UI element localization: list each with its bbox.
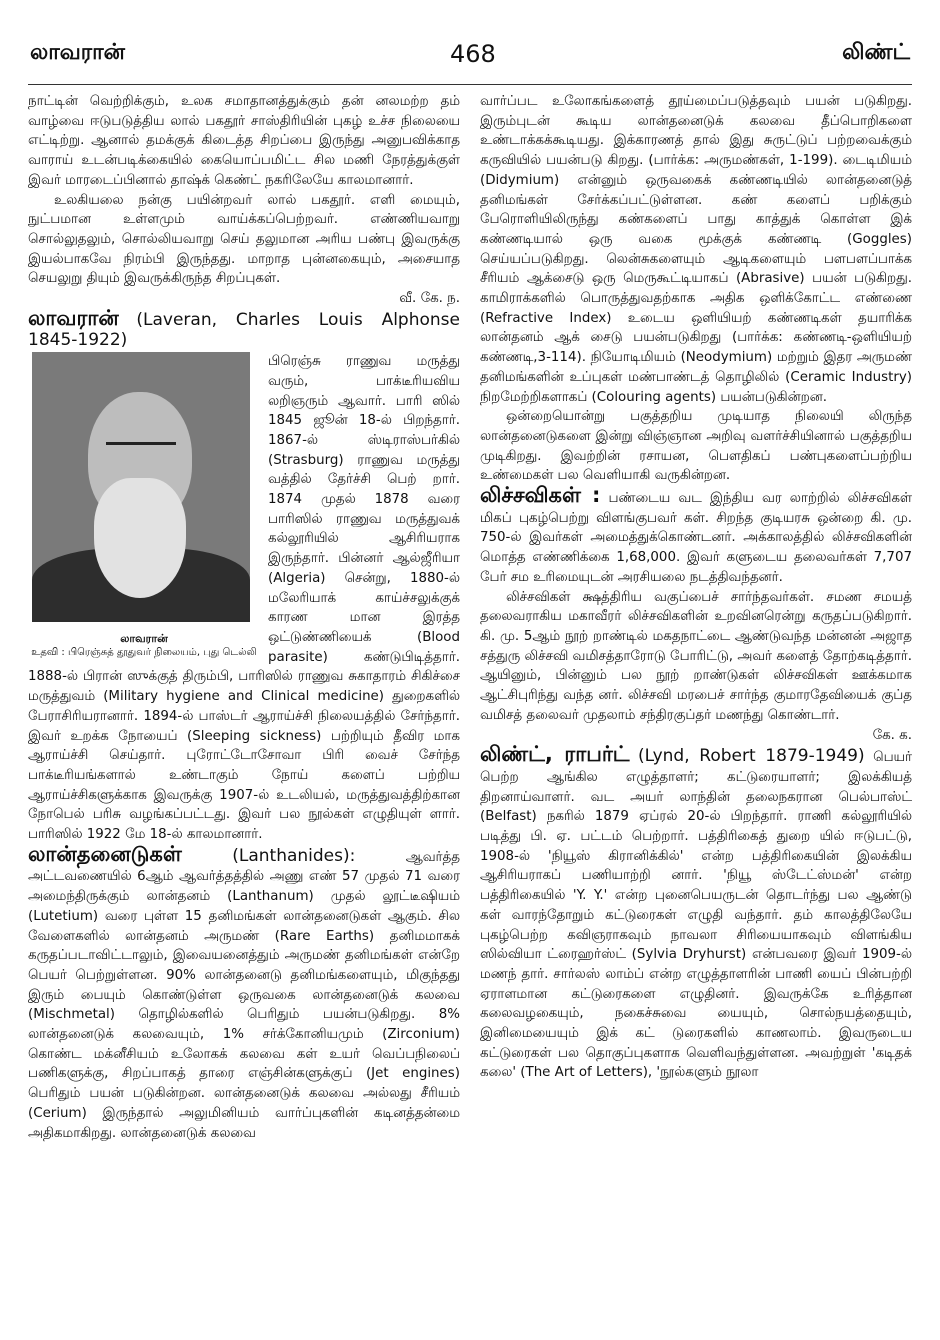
entry-title-licchavis: லிச்சவிகள் : (480, 483, 601, 508)
running-head-right: லிண்ட் (842, 40, 910, 65)
lanthanides-continued-1: வார்ப்பட உலோகங்களைத் தூய்மைப்படுத்தவும் பயன் படுகிறது. இரும்புடன் கூடிய லான்தனைடுக் கலவை தீப்பொறிகளை உண்டாக்கக்கூடியது. இக்காரணத் தால் இது சுருட்டுப் பற்றவைக்கும் கருவியில் பயன்படு கிறது. (பார்க்க: அருமண்கள், 1-199). டைடிமியம் (Didymium) என்னும் ஒருவகைக் கண்ணடியில் லான்தனைடுத் தனிமங்கள் சேர்க்கப்பட்டுள்ளன. கண் களைப் பறிக்கும் பேரொளியிலிருந்து கண்களைப் பாது காத்துக் கொள்ள இக் கண்ணடியால் ஒரு வகை மூக்குக் கண்ணடி (Goggles) செய்யப்படுகிறது. லென்சுகளையும் ஆடிகளையும் பளபளப்பாக்க சீரியம் ஆக்சைடு ஒரு மெருகூட்டியாகப் (Abrasive) பயன் படுகிறது. காமிராக்களில் பொருத்துவதற்காக அதிக ஒளிக்கோட்ட எண்ணை (Refractive Index) உடைய ஒளியியற் கண்ணடிகள் தயாரிக்க லான்தனம் ஆக் சைடு பயன்படுகிறது (பார்க்க: கண்ணடி-ஒளியியற் கண்ணடி,3-114). நியோடிமியம் (Neodymium) மற்றும் இதர அருமண் தனிமங்களின் உப்புகள் மண்பாண்டத் தொழிலில் (Ceramic Industry) நிறமேற்றிகளாகப் (Colouring agents) பயன்படுகின்றன. (480, 94, 912, 405)
laveran-figure (28, 352, 260, 660)
running-head-left: லாவரான் (30, 40, 126, 65)
entry-body-licchavis-1: பண்டைய வட இந்திய வர லாற்றில் லிச்சவிகள் மிகப் புகழ்பெற்று விளங்குபவர் கள். சிறந்த குடியரசு ஒன்றை கி. மு. 750-ல் இவர்கள் அமைத்துக்கொண்டனர். அக்காலத்தில் லிச்சவிகளின் மொத்த எண்ணிக்கை 1,68,000. இவர் களுடைய தலைவர்கள் 7,707 பேர் சம உரிமையுடன் அரசியலை நடத்திவந்தனர். (480, 491, 912, 585)
entry-title-lanthanides: லான்தனைடுகள் (28, 841, 182, 866)
photo-caption-title: லாவரான் (120, 632, 168, 646)
shastri-paragraph-2: உலகியலை நன்கு பயின்றவர் லால் பகதூர். எளி மையும், நுட்பமான உள்ளமும் வாய்க்கப்பெற்றவர். எண்ணியவாறு சொல்லுதலும், சொல்லியவாறு செய் தலுமான அரிய பண்பு இவருக்கு இயல்பாகவே நிரம்பி இருந்தது. மாறாத புன்னகையும், அசையாத செயலுறு தியும் இவருக்கிருந்த சிறப்புகள். (28, 192, 460, 287)
entry-body-laveran: பிரெஞ்சு ராணுவ மருத்து வரும், பாக்டீரியவிய லறிஞரும் ஆவார். பாரி ஸில் 1845 ஜூன் 18-ல் பிறந்தார். 1867-ல் ஸ்டிராஸ்பர்கில் (Strasburg) ராணுவ மருத்து வத்தில் தேர்ச்சி பெற் றார். 1874 முதல் 1878 வரை பாரிஸில் ராணுவ மருத்துவக் கல்லூரியில் ஆசிரியராக இருந்தார். பின்னர் ஆல்ஜீரியா (Algeria) சென்று, 1880-ல் மலேரியாக் காய்ச்சலுக்குக் காரண மான இரத்த ஒட்டுண்ணியைக் (Blood parasite) கண்டுபிடித்தார். 1888-ல் பிரான் ஸுக்குத் திரும்பி, பாரிஸில் ராணுவ சுகாதாரம் சிகிச்சை மருத்துவம் (Military hygiene and Clinical medicine) துறைகளில் பேராசிரியரானார். 1894-ல் பாஸ்டர் ஆராய்ச்சி நிலையத்தில் சேர்ந்தார். இவர் உறக்க நோயைப் (Sleeping sickness) பற்றியும் தீவிர மாக ஆராய்ச்சி செய்தார். புரோட்டோசோவா பிரி வைச் சேர்ந்த பாக்டீரியங்களால் உண்டாகும் நோய் களைப் பற்றிய ஆராய்ச்சிகளுக்காக இவருக்கு 1907-ல் உடலியல், மருத்துவத்திற்கான நோபெல் பரிசு வழங்கப்பட்டது. இவர் பல நூல்கள் எழுதியுள் ளார். பாரிஸில் 1922 மே 18-ல் காலமானார். (28, 354, 460, 843)
header-rule (28, 84, 912, 85)
entry-title-laveran: லாவரான் (28, 305, 119, 330)
photo-caption-credit: உதவி : பிரெஞ்சுத் தூதுவர் நிலையம், புது டெல்லி (31, 647, 257, 659)
licchavis-signature: கே. க. (872, 727, 912, 743)
shastri-paragraph-1: நாட்டின் வெற்றிக்கும், உலக சமாதானத்துக்கும் தன் னலமற்ற தம் வாழ்வை ஈடுபடுத்திய லால் பகதூர் சாஸ்திரியின் புகழ் உச்ச நிலையை எட்டிற்று. ஆனால் தமக்குக் கிடைத்த சிறப்பை இருந்து அனுபவிக்காத வாராய் உடன்படிக்கையில் கையொப்பமிட்ட சில மணி நேரத்துக்குள் இவர் மாரடைப்பினால் தாஷ்க் கெண்ட் நகரிலேயே காலமானார். (28, 94, 460, 188)
entry-body-lynd: பெயர் பெற்ற ஆங்கில எழுத்தாளர்; கட்டுரையாளர்; இலக்கியத் திறனாய்வாளர். வட அயர் லாந்தின் தலைநகரான பெல்பாஸ்ட் (Belfast) நகரில் 1879 ஏப்ரல் 20-ல் பிறந்தார். ராணி கல்லூரியில் படித்து பி. ஏ. பட்டம் பெற்றார். பத்திரிகைத் துறை யில் ஈடுபட்டு, 1908-ல் 'நியூஸ் கிரானிக்கில்' என்ற பத்திரிகையின் இலக்கிய ஆசிரியராகப் பணியாற்றி னார். 'நியூ ஸ்டேட்ஸ்மன்' என்ற பத்திரிகையில் 'Y. Y.' என்ற புனைபெயருடன் தொடர்ந்து பல ஆண்டு கள் வாரந்தோறும் கட்டுரைகள் எழுதி வந்தார். தம் காலத்திலேயே புகழ்பெற்ற கவிஞராகவும் நாவலா சிரியையாகவும் விளங்கிய ஸில்வியா ட்ரைஹர்ஸ்ட் (Sylvia Dryhurst) என்பவரை இவர் 1909-ல் மணந் தார். சார்லஸ் லாம்ப் என்ற எழுத்தாளரின் பாணி யைப் பின்பற்றி ஏராளமான கட்டுரைகளை எழுதினர். இவருக்கே உரித்தான கலைவழகையும், நகைச்சுவை யையும், சொல்நயத்தையும், இனிமையையும் இக் கட் டுரைகளில் காணலாம். இவருடைய கட்டுரைகள் பல தொகுப்புகளாக வெளிவந்துள்ளன. அவற்றுள் 'கடிதக் கலை' (The Art of Letters), 'நூல்களும் நூலா (480, 750, 912, 1081)
lanthanides-continued-2: ஒன்றையொன்று பகுத்தறிய முடியாத நிலையி லிருந்த லான்தனைடுகளை இன்று விஞ்ஞான அறிவு வளர்ச்சியினால் பகுத்தறிய முடிகிறது. இவற்றின் ரசாயன, பௌதிகப் பண்புகளைப்பற்றிய உண்மைகள் பல வெளியாகி வருகின்றன. (480, 409, 912, 484)
entry-lynd (480, 742, 912, 1083)
entry-latin-laveran: (Laveran, Charles Louis Alphonse 1845-1922) (28, 309, 460, 351)
right-column (480, 92, 912, 1322)
entry-body-licchavis-2: லிச்சவிகள் க்ஷத்திரிய வகுப்பைச் சார்ந்தவர்கள். சமண சமயத் தலைவராகிய மகாவீரர் லிச்சவிகளின் உறவினரென்று கருதப்படுகிறார். கி. மு. 5ஆம் நூற் றாண்டில் மகதநாட்டை ஆண்டுவந்த மன்னன் அஜாத சத்துரு லிச்சவி வமிசத்தாரோடு போரிட்டு, அவர் களைத் தோற்கடித்தார். ஆயினும், பின்னும் பல நூற் றாண்டுகள் லிச்சவிகள் ஊக்கமாக ஆட்சிபுரிந்து வந்த னர். லிச்சவி மரபைச் சார்ந்த குமாரதேவியைக் குப்த வமிசத் தலைவர் முதலாம் சந்திரகுப்தர் மணந்து கொண்டார். (480, 589, 912, 723)
entry-licchavis (480, 483, 912, 745)
left-column (28, 92, 460, 1322)
entry-title-lynd: லிண்ட், ராபர்ட் (480, 742, 630, 767)
entry-lanthanides (28, 841, 460, 1144)
laveran-portrait-photo (32, 352, 250, 622)
entry-latin-lanthanides: (Lanthanides): (232, 845, 356, 866)
entry-laveran (28, 305, 460, 845)
page-number: 468 (450, 40, 496, 68)
entry-latin-lynd: (Lynd, Robert 1879-1949) (638, 746, 865, 767)
shastri-signature: வீ. கே. ந. (399, 291, 460, 307)
entry-body-lanthanides: ஆவர்த்த அட்டவணையில் 6ஆம் ஆவர்த்தத்தில் அணு எண் 57 முதல் 71 வரை அமைந்திருக்கும் லான்தனம் (Lanthanum) முதல் லூட்டீஷியம் (Lutetium) வரை புள்ள 15 தனிமங்கள் லான்தனைடுகள் ஆகும். சில வேளைகளில் லான்தனம் அருமண் (Rare Earths) தனிமமாகக் கருதப்படாவிட்டாலும், இவையனைத்தும் அருமண் தனிமங்கள் என்றே பெயர் பெற்றுள்ளன. 90% லான்தனைடு தனிமங்களையும், மிகுந்தது இரும் பையும் கொண்டுள்ள ஒருவகை லான்தனைடுக் கலவை (Mischmetal) தொழில்களில் பெரிதும் பயன்படுகிறது. 8% லான்தனைடுக் கலவையும், 1% சர்க்கோனியமும் (Zirconium) கொண்ட மக்னீசியம் உலோகக் கலவை கள் உயர் வெப்பநிலைப் பணிகளுக்கு, சிறப்பாகத் தாரை எஞ்சின்களுக்குப் (Jet engines) பெரிதும் பயன் படுகின்றன. லான்தனைடுக் கலவை அல்லது சீரியம் (Cerium) இருந்தால் அலுமினியம் வார்ப்புகளின் கடினத்தன்மை அதிகமாகிறது. லான்தனைடுக் கலவை (28, 849, 460, 1141)
